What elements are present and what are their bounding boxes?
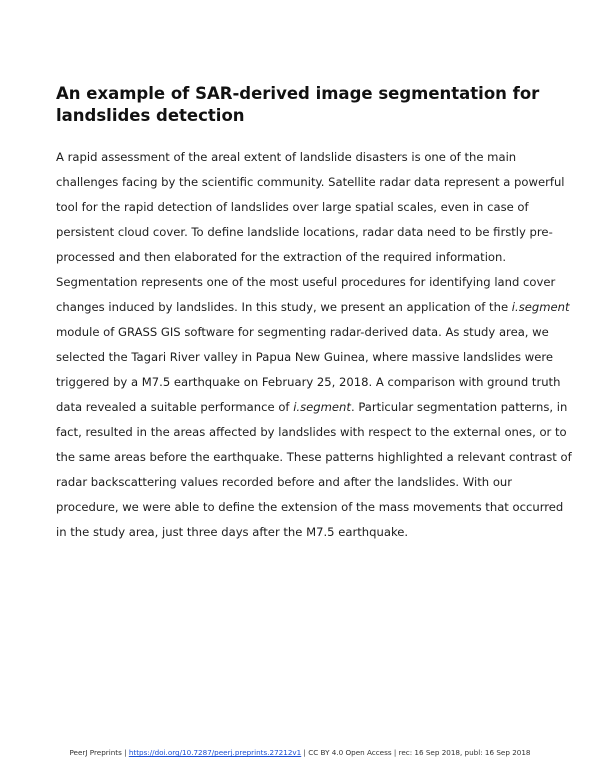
footer-license-info: | CC BY 4.0 Open Access | rec: 16 Sep 2018, publ: 16 Sep 2018 xyxy=(301,748,531,757)
abstract-text-part-1: A rapid assessment of the areal extent of landslide disasters is one of the main challenges facing by the scientific community. Satellite radar data represent a powerful tool for the rapid detection of landslides over large spatial scales, even in case of persistent cloud cover. To define landslide locations, radar data need to be firstly pre-processed and then elaborated for the extraction of the required information. Segmentation represents one of the most useful procedures for identifying land cover changes induced by landslides. In this study, we present an application of the xyxy=(56,150,565,314)
module-name-italic: i.segment xyxy=(293,400,351,414)
paper-title: An example of SAR-derived image segmentation for landslides detection xyxy=(56,84,540,125)
doi-link[interactable]: https://doi.org/10.7287/peerj.preprints.27212v1 xyxy=(128,748,302,757)
abstract-text-part-2: module of GRASS GIS software for segmenting radar-derived data. As study area, we selected the Tagari River valley in Papua New Guinea, where massive landslides were triggered by a M7.5 earthquake on February 25, 2018. A comparison with ground truth data revealed a suitable performance of xyxy=(56,325,561,414)
abstract-text-part-3: . Particular segmentation patterns, in fact, resulted in the areas affected by landslides with respect to the external ones, or to the same areas before the earthquake. These patterns highlighted a relevant contrast of radar backscattering values recorded before and after the landslides. With our procedure, we were able to define the extension of the mass movements that occurred in the study area, just three days after the M7.5 earthquake. xyxy=(56,400,572,539)
page-footer xyxy=(0,748,600,757)
abstract-paragraph xyxy=(56,145,576,545)
module-name-italic: i.segment xyxy=(511,300,570,314)
footer-prefix: PeerJ Preprints | xyxy=(69,748,129,757)
